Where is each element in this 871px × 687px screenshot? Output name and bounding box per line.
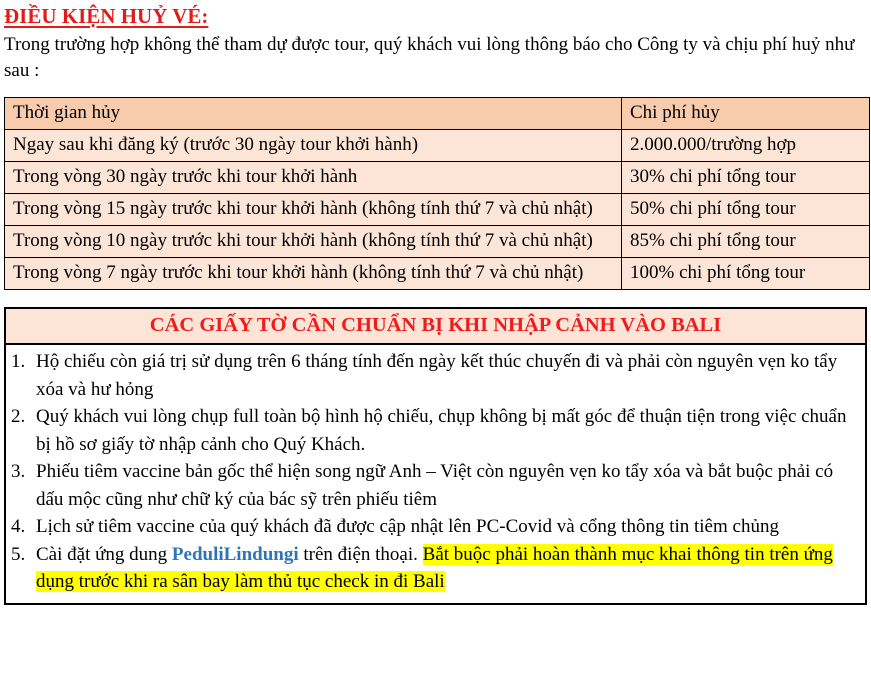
section-title: CÁC GIẤY TỜ CẦN CHUẨN BỊ KHI NHẬP CẢNH VÀO BALI [6,309,865,345]
cell-cost: 100% chi phí tổng tour [622,258,870,290]
list-item-text: Hộ chiếu còn giá trị sử dụng trên 6 tháng tính đến ngày kết thúc chuyến đi và phải còn nguyên vẹn ko tẩy xóa và hư hỏng [36,351,838,400]
list-item-number: 2. [11,406,26,427]
cell-time: Trong vòng 15 ngày trước khi tour khởi hành (không tính thứ 7 và chủ nhật) [5,194,622,226]
list-item-text: Quý khách vui lòng chụp full toàn bộ hình hộ chiếu, chụp không bị mất góc để thuận tiện trong việc chuẩn bị hồ sơ giấy tờ nhập cảnh cho Quý Khách. [36,406,847,455]
documents-list [6,345,865,603]
table-row [5,162,870,194]
cell-cost: 50% chi phí tổng tour [622,194,870,226]
table-header-row [5,98,870,130]
intro-paragraph: Trong trường hợp không thể tham dự được tour, quý khách vui lòng thông báo cho Công ty và chịu phí huỷ như sau : [4,34,855,81]
cell-cost: 2.000.000/trường hợp [622,130,870,162]
cell-time: Ngay sau khi đăng ký (trước 30 ngày tour khởi hành) [5,130,622,162]
item5-middle: trên điện thoại. [298,543,423,565]
cell-cost: 85% chi phí tổng tour [622,226,870,258]
list-item [11,348,859,403]
column-header-cancellation-cost: Chi phí hủy [622,98,870,130]
item5-prefix: Cài đặt ứng dung [36,543,172,565]
bali-documents-section [4,307,867,605]
list-item-number: 5. [11,543,26,565]
table-row [5,194,870,226]
table-row [5,130,870,162]
column-header-cancellation-time: Thời gian hủy [5,98,622,130]
cell-time: Trong vòng 7 ngày trước khi tour khởi hành (không tính thứ 7 và chủ nhật) [5,258,622,290]
list-item-text [36,541,859,596]
list-item-text: Phiếu tiêm vaccine bản gốc thể hiện song ngữ Anh – Việt còn nguyên vẹn ko tẩy xóa và bắt buộc phải có dấu mộc cũng như chữ ký của bác sỹ trên phiếu tiêm [36,461,834,510]
list-item-text: Lịch sử tiêm vaccine của quý khách đã được cập nhật lên PC-Covid và cổng thông tin tiêm chủng [36,516,779,537]
cell-time: Trong vòng 30 ngày trước khi tour khởi hành [5,162,622,194]
list-item-number: 4. [11,516,26,537]
table-row [5,258,870,290]
pedulilindungi-app-name: PeduliLindungi [171,543,299,565]
page-title: ĐIỀU KIỆN HUỶ VÉ: [4,4,209,28]
highlighted-note: Bắt buộc phải hoàn thành mục khai thông tin trên ứng dụng trước khi ra sân bay làm thủ tục check in đi Bali [36,543,833,592]
cell-cost: 30% chi phí tổng tour [622,162,870,194]
list-item-number: 3. [11,461,26,482]
list-item [11,458,859,513]
table-row [5,226,870,258]
list-item-number: 1. [11,351,26,372]
list-item [11,541,859,596]
cell-time: Trong vòng 10 ngày trước khi tour khởi hành (không tính thứ 7 và chủ nhật) [5,226,622,258]
cancellation-fee-table [4,97,870,290]
list-item [11,513,859,541]
list-item [11,403,859,458]
